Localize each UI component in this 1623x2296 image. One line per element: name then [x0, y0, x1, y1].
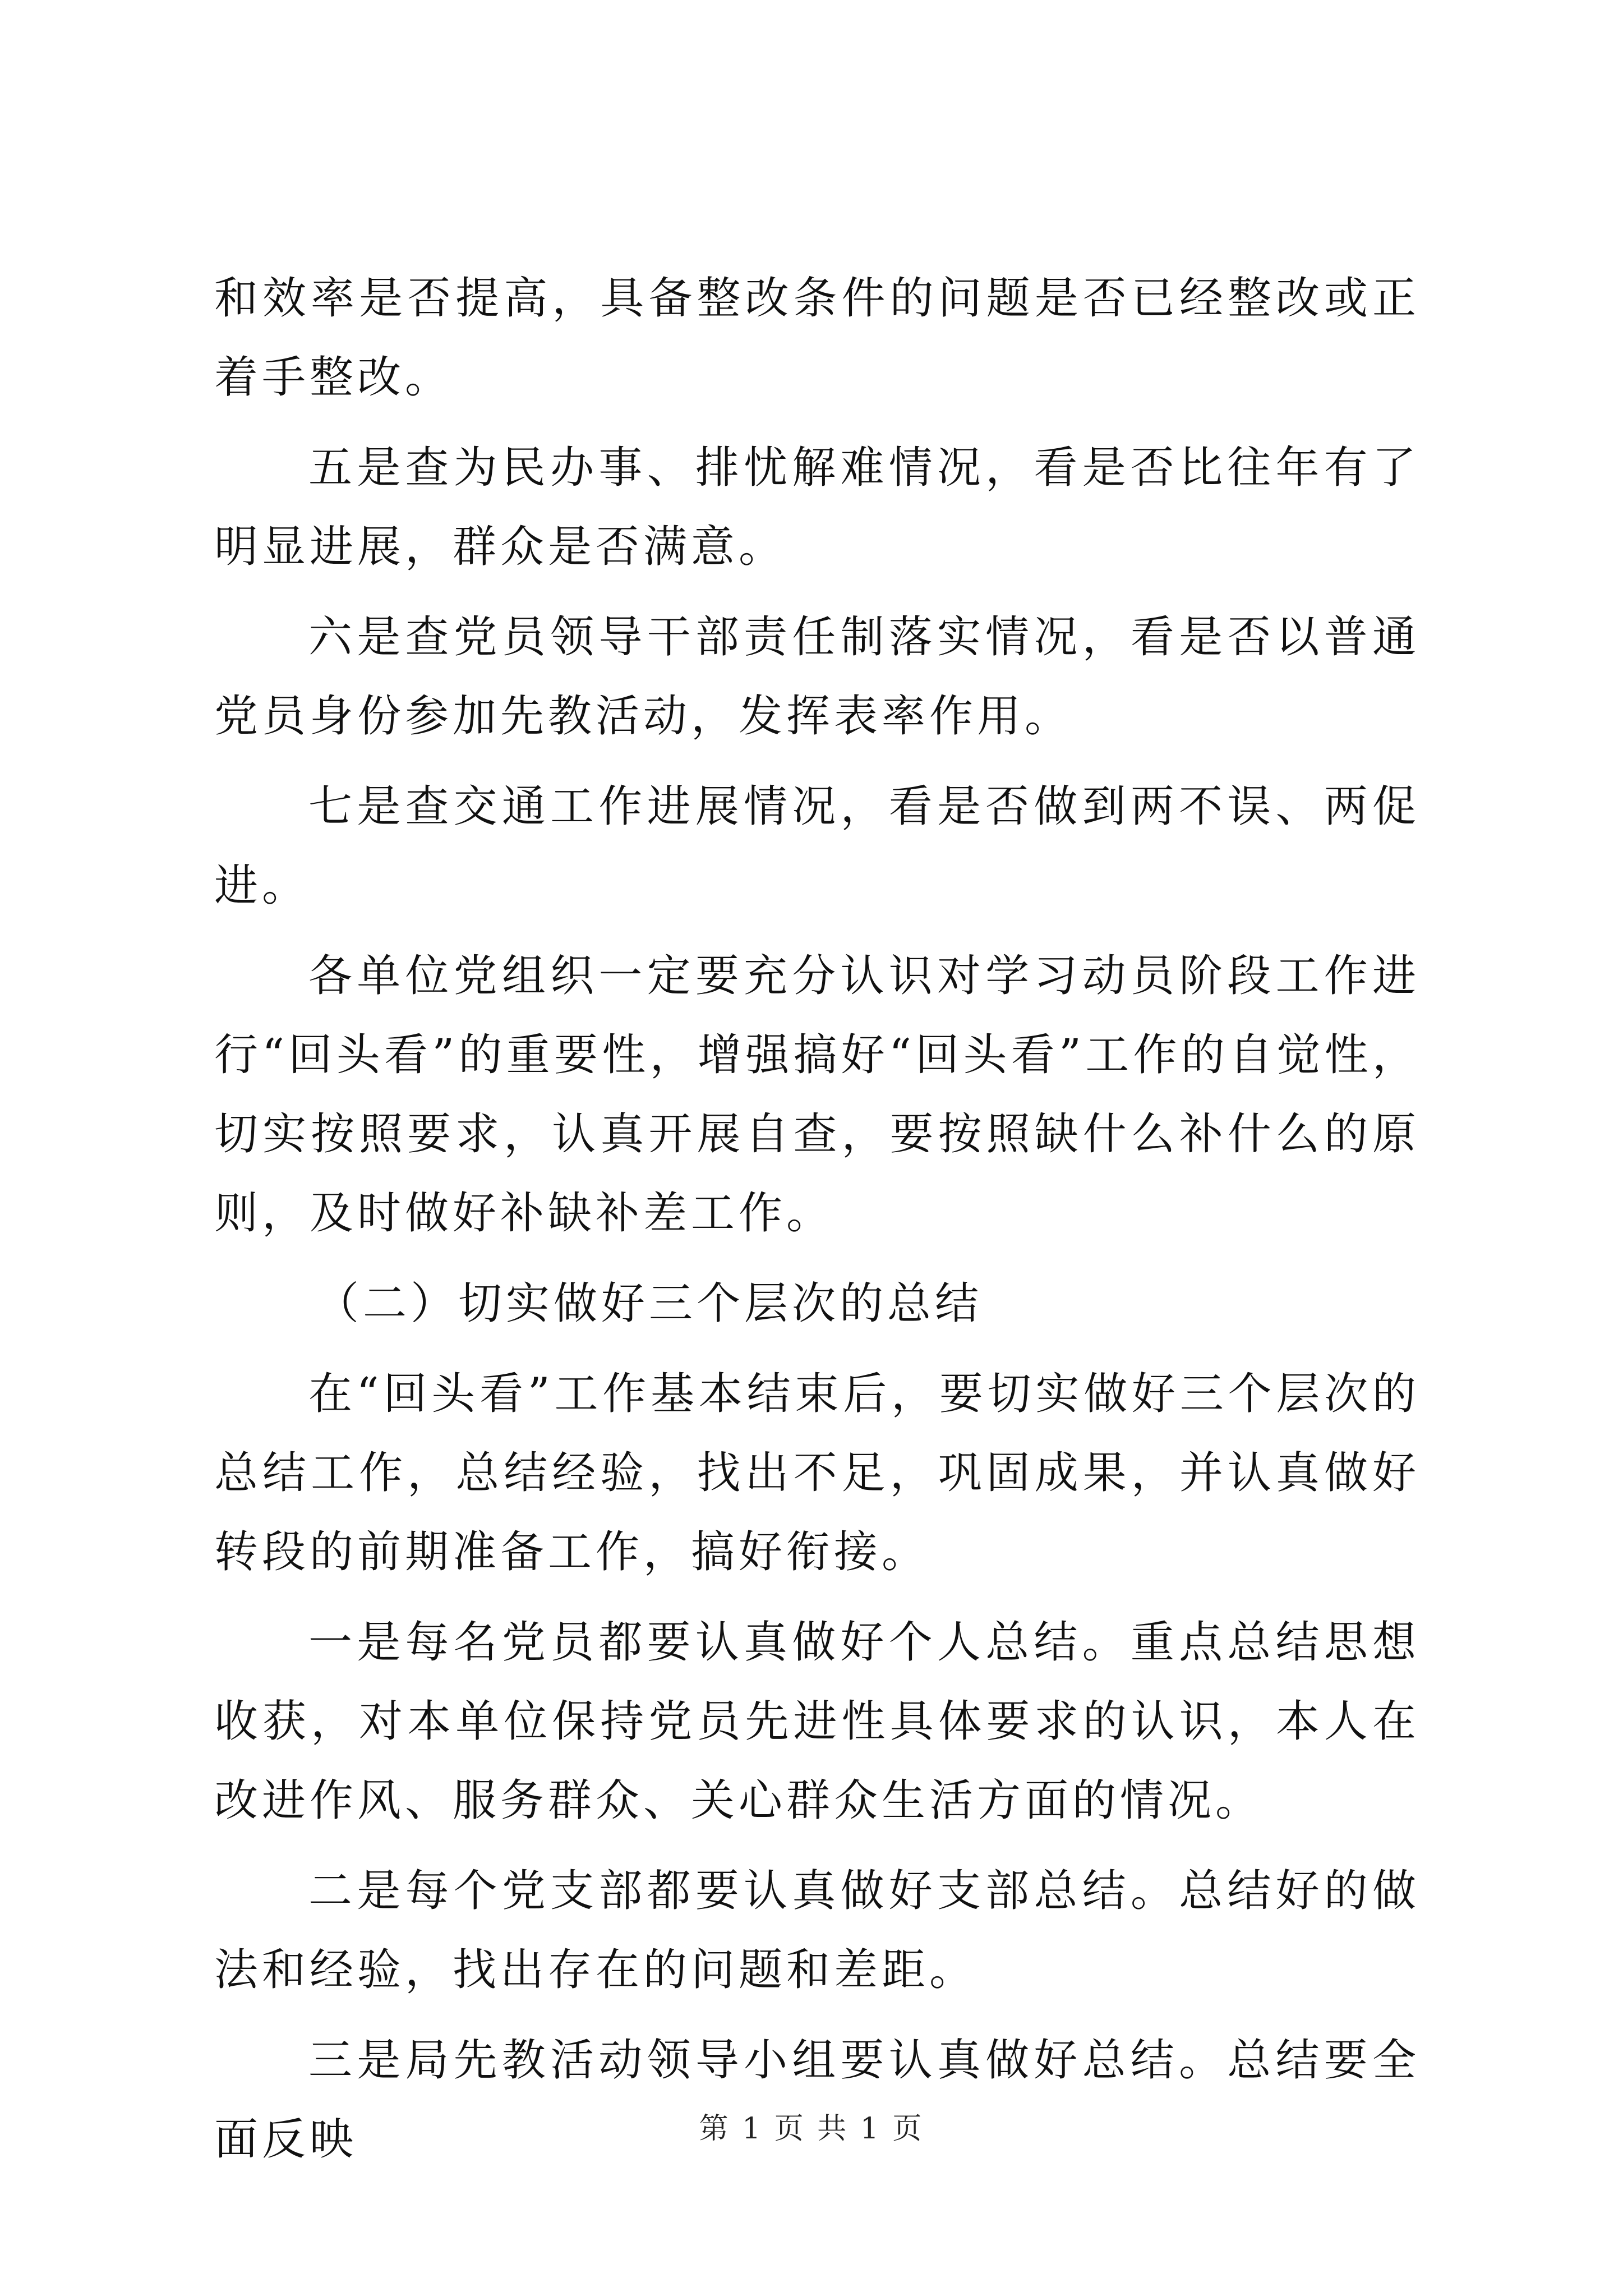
paragraph-summary-two: 二是每个党支部都要认真做好支部总结。总结好的做法和经验，找出存在的问题和差距。	[214, 1866, 1420, 1995]
document-body	[214, 259, 1420, 2191]
paragraph-continuation: 和效率是否提高，具备整改条件的问题是否已经整改或正着手整改。	[214, 273, 1420, 403]
paragraph-item-five: 五是查为民办事、排忧解难情况，看是否比往年有了明显进展，群众是否满意。	[214, 443, 1420, 572]
paragraph-item-seven: 七是查交通工作进展情况，看是否做到两不误、两促进。	[214, 781, 1420, 911]
paragraph-summary-three: 三是局先教活动领导小组要认真做好总结。总结要全面反映	[214, 2035, 1420, 2165]
section-heading: （二）切实做好三个层次的总结	[315, 1278, 983, 1329]
paragraph-requirements: 各单位党组织一定要充分认识对学习动员阶段工作进行“回头看”的重要性，增强搞好“回头看”工作的自觉性，切实按照要求，认真开展自查，要按照缺什么补什么的原则，及时做好补缺补差工作。	[214, 951, 1420, 1239]
paragraph-summary-intro: 在“回头看”工作基本结束后，要切实做好三个层次的总结工作，总结经验，找出不足，巩固成果，并认真做好转段的前期准备工作，搞好衔接。	[214, 1369, 1420, 1577]
paragraph-item-six: 六是查党员领导干部责任制落实情况，看是否以普通党员身份参加先教活动，发挥表率作用。	[214, 612, 1420, 742]
paragraph-summary-one: 一是每名党员都要认真做好个人总结。重点总结思想收获，对本单位保持党员先进性具体要求的认识，本人在改进作风、服务群众、关心群众生活方面的情况。	[214, 1617, 1420, 1826]
page-footer: 第 1 页 共 1 页	[699, 2112, 924, 2146]
